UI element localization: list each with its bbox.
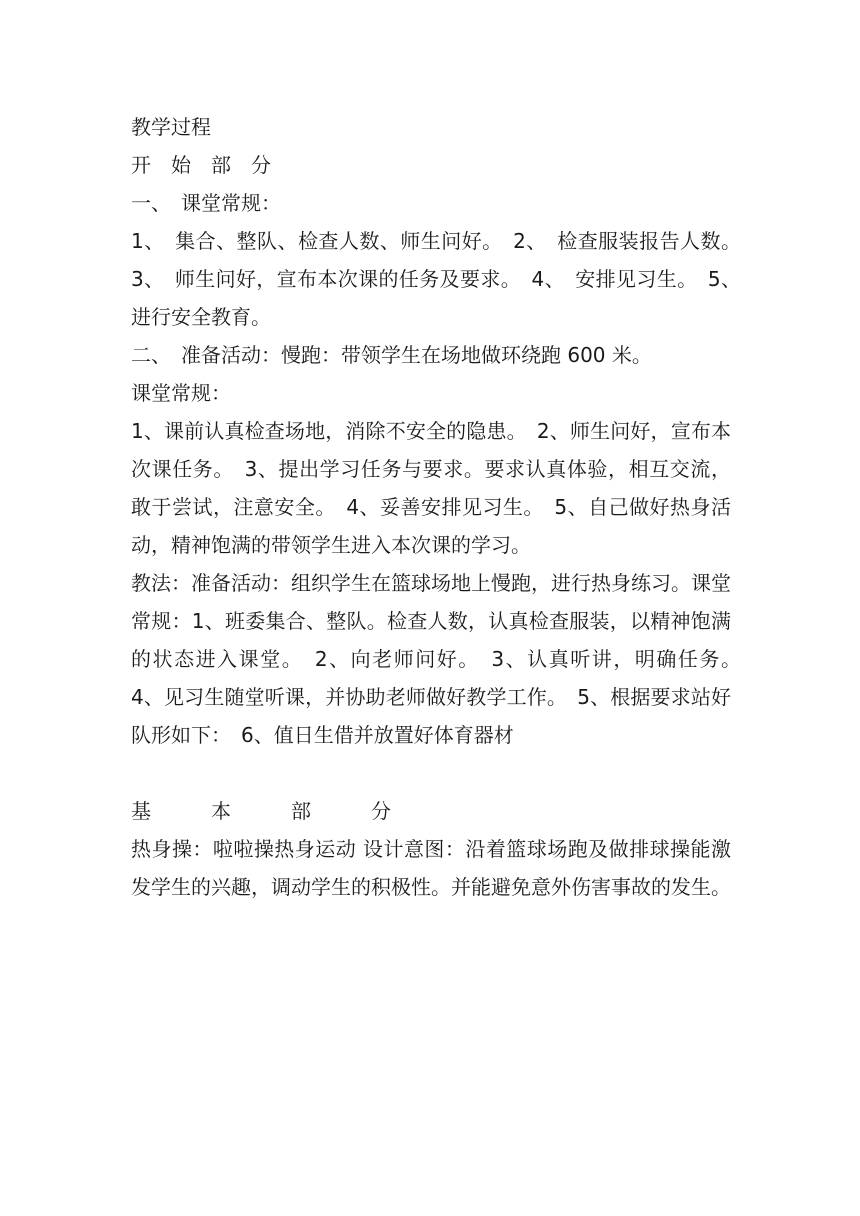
warmup-paragraph: 热身操：啦啦操热身运动 设计意图：沿着篮球场跑及做排球操能激发学生的兴趣，调动学生的积极性。并能避免意外伤害事故的发生。 [131,837,731,899]
teacher-routine-paragraph: 1、课前认真检查场地，消除不安全的隐患。 2、师生问好，宣布本次课任务。 3、提出学习任务与要求。要求认真体验，相互交流，敢于尝试，注意安全。 4、妥善安排见习生。 5、自己做好热身活动，精神饱满的带领学生进入本次课的学习。 [131,419,731,557]
routine-subheading: 课堂常规： [131,381,231,405]
section-start-heading: 开 始 部 分 [131,153,271,177]
teaching-method-paragraph: 教法：准备活动：组织学生在篮球场地上慢跑，进行热身练习。课堂常规：1、班委集合、整队。检查人数，认真检查服装，以精神饱满的状态进入课堂。 2、向老师问好。 3、认真听讲，明确任务。 4、见习生随堂听课，并协助老师做好教学工作。 5、根据要求站好队形如下： 6、值日生借并放置好体育器材 [131,571,751,747]
document-page [131,108,751,906]
item-two-heading: 二、 准备活动：慢跑：带领学生在场地做环绕跑 600 米。 [131,343,652,367]
doc-title: 教学过程 [131,115,211,139]
item-one-heading: 一、 课堂常规： [131,191,281,215]
blank-gap [131,754,731,792]
section-basic-heading: 基 本 部 分 [131,799,391,823]
routine-paragraph: 1、 集合、整队、检查人数、师生问好。 2、 检查服装报告人数。 3、 师生问好，宣布本次课的任务及要求。 4、 安排见习生。 5、 进行安全教育。 [131,229,751,329]
